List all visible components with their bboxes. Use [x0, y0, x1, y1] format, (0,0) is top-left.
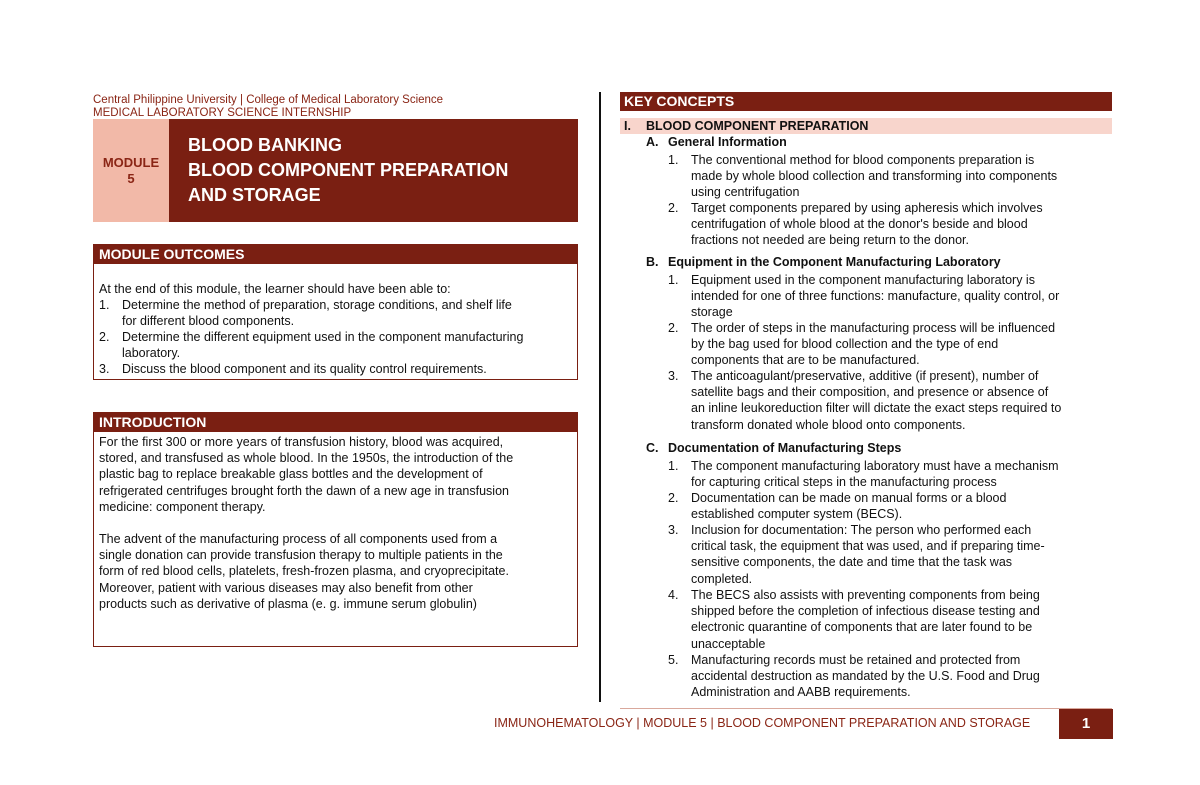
module-outcomes-box [93, 244, 578, 380]
module-outcomes-heading: MODULE OUTCOMES [94, 245, 577, 264]
module-title-line: AND STORAGE [188, 185, 321, 205]
introduction-paragraph: For the first 300 or more years of transfusion history, blood was acquired, stored, and transfused as whole blood. In the 1950s, the introduction of the plastic bag to replace breakable glass bottles and the development of refrigerated centrifuges brought forth the dawn of a new age in transfusion medicine: component therapy. [99, 435, 514, 514]
module-title-panel [169, 119, 578, 222]
introduction-paragraph: The advent of the manufacturing process of all components used from a single donation can provide transfusion therapy to multiple patients in the form of red blood cells, platelets, fresh-frozen plasma, and cryoprecipitate. Moreover, patient with various diseases may also benefit from other products such as derivative of plasma (e. g. immune serum globulin) [99, 532, 509, 611]
module-title-line: BLOOD COMPONENT PREPARATION [188, 160, 509, 180]
institution-header: Central Philippine University | College of Medical Laboratory Science [93, 94, 444, 106]
key-concepts-heading: KEY CONCEPTS [620, 92, 1112, 111]
introduction-box [93, 412, 578, 647]
list-item: 2. Determine the different equipment used in the component manufacturing laboratory. [99, 330, 524, 361]
column-divider [599, 92, 601, 702]
module-title-line: BLOOD BANKING [188, 135, 342, 155]
outcomes-intro: At the end of this module, the learner should have been able to: [99, 282, 451, 296]
module-number: 5 [127, 171, 135, 186]
list-item: 3. Discuss the blood component and its quality control requirements. [99, 362, 487, 376]
program-header: MEDICAL LABORATORY SCIENCE INTERNSHIP [93, 107, 352, 119]
page-number: 1 [1059, 709, 1113, 739]
module-banner [93, 119, 578, 222]
outcomes-list [99, 297, 571, 377]
module-number-panel [93, 119, 169, 222]
section-heading: I. BLOOD COMPONENT PREPARATION [620, 118, 1112, 134]
module-label: MODULE [102, 155, 160, 170]
introduction-heading: INTRODUCTION [94, 413, 577, 432]
footer-title: IMMUNOHEMATOLOGY | MODULE 5 | BLOOD COMPONENT PREPARATION AND STORAGE [494, 716, 1031, 730]
list-item: 1. Determine the method of preparation, storage conditions, and shelf life for different blood components. [99, 298, 512, 329]
footer-rule [620, 708, 1112, 709]
